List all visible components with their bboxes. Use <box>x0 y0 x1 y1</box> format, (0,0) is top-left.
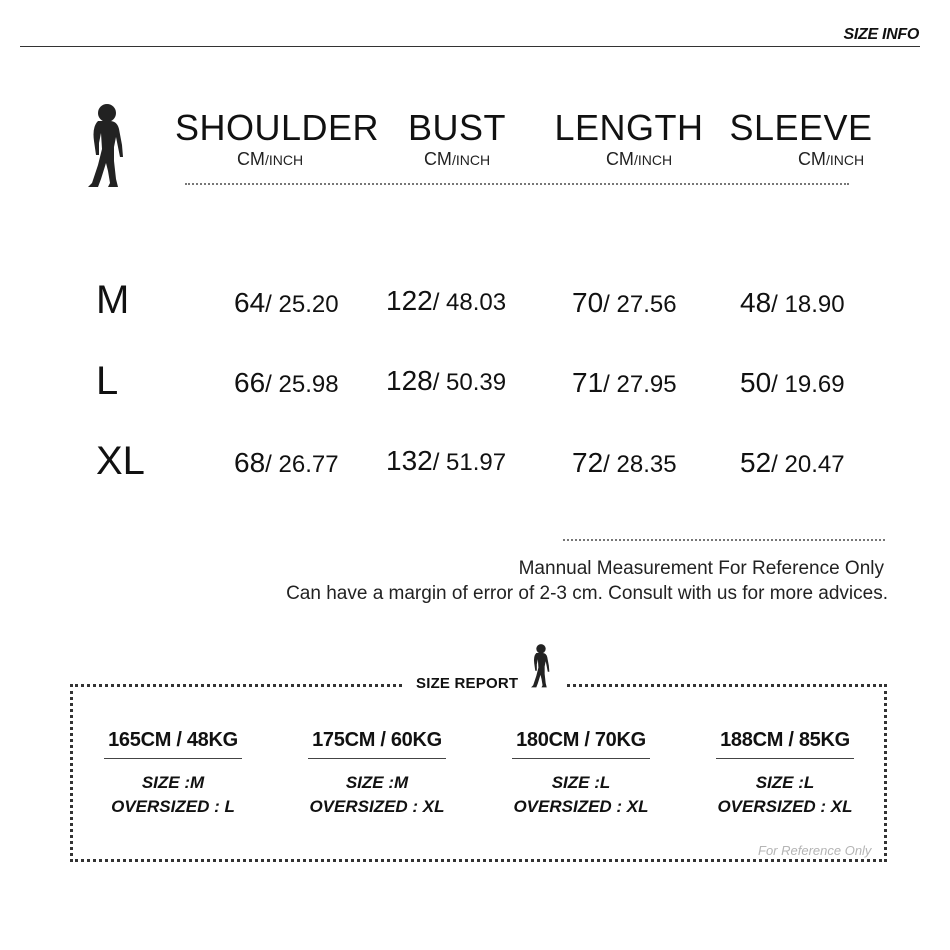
value-inch: / 51.97 <box>432 449 507 476</box>
cell-shoulder-m <box>234 288 339 320</box>
person-silhouette-small-icon <box>529 642 553 690</box>
value-cm: 68 <box>234 447 266 478</box>
size-info-title: SIZE INFO <box>843 26 919 43</box>
value-cm: 48 <box>740 287 772 318</box>
column-header-shoulder <box>175 107 380 171</box>
column-name: SLEEVE <box>729 107 873 148</box>
unit-inch: /INCH <box>264 152 304 168</box>
reference-footnote: For Reference Only <box>758 843 872 858</box>
column-header-length <box>534 108 724 171</box>
oversized-size: OVERSIZED : XL <box>717 797 853 816</box>
unit-cm: CM <box>797 149 826 169</box>
column-unit <box>534 148 724 171</box>
value-inch: / 48.03 <box>432 289 507 316</box>
value-cm: 64 <box>234 287 266 318</box>
report-entry-3 <box>481 728 681 819</box>
column-name: BUST <box>407 107 506 148</box>
oversized-size: OVERSIZED : XL <box>309 797 445 816</box>
note-line-1: Mannual Measurement For Reference Only <box>518 558 884 579</box>
header-dotted-divider <box>185 183 849 185</box>
entry-divider <box>512 758 650 759</box>
oversized-size: OVERSIZED : L <box>111 797 235 816</box>
cell-shoulder-xl <box>234 448 339 480</box>
cell-sleeve-xl <box>740 448 845 480</box>
value-inch: / 28.35 <box>603 451 677 478</box>
unit-inch: /INCH <box>451 152 491 168</box>
column-unit <box>362 148 552 171</box>
column-header-sleeve <box>706 108 896 171</box>
column-name: LENGTH <box>554 107 704 148</box>
note-dotted-divider <box>563 539 885 541</box>
value-cm: 122 <box>386 285 433 316</box>
report-entry-1 <box>73 728 273 819</box>
size-report-title: SIZE REPORT <box>416 675 519 692</box>
cell-bust-l <box>386 366 506 398</box>
top-divider <box>20 46 920 47</box>
recommended-size: SIZE :M <box>345 773 409 792</box>
report-entry-2 <box>277 728 477 819</box>
report-entry-4 <box>685 728 885 819</box>
oversized-size: OVERSIZED : XL <box>513 797 649 816</box>
cell-bust-m <box>386 286 506 318</box>
cell-length-xl <box>572 448 677 480</box>
body-measurement: 188CM / 85KG <box>720 729 850 751</box>
size-label-xl: XL <box>96 439 145 483</box>
cell-sleeve-m <box>740 288 845 320</box>
cell-shoulder-l <box>234 368 339 400</box>
value-cm: 66 <box>234 367 266 398</box>
value-cm: 52 <box>740 447 772 478</box>
value-cm: 70 <box>572 287 604 318</box>
entry-divider <box>716 758 854 759</box>
value-inch: / 50.39 <box>432 369 507 396</box>
value-cm: 72 <box>572 447 604 478</box>
value-inch: / 27.56 <box>603 291 677 318</box>
value-inch: / 25.98 <box>265 371 339 398</box>
body-measurement: 165CM / 48KG <box>108 729 238 751</box>
unit-inch: /INCH <box>633 152 673 168</box>
cell-bust-xl <box>386 446 506 478</box>
value-inch: / 18.90 <box>771 291 845 318</box>
body-measurement: 180CM / 70KG <box>516 729 646 751</box>
value-cm: 128 <box>386 365 433 396</box>
value-inch: / 20.47 <box>771 451 845 478</box>
unit-cm: CM <box>236 149 265 169</box>
note-line-2: Can have a margin of error of 2-3 cm. Consult with us for more advices. <box>286 583 888 604</box>
recommended-size: SIZE :L <box>551 773 611 792</box>
column-header-bust <box>362 108 552 171</box>
recommended-size: SIZE :M <box>141 773 205 792</box>
value-inch: / 26.77 <box>265 451 339 478</box>
value-inch: / 27.95 <box>603 371 677 398</box>
body-measurement: 175CM / 60KG <box>312 729 442 751</box>
value-cm: 132 <box>386 445 433 476</box>
size-label-m: M <box>96 278 130 322</box>
column-unit <box>175 148 365 171</box>
value-cm: 50 <box>740 367 772 398</box>
value-inch: / 25.20 <box>265 291 339 318</box>
entry-divider <box>104 758 242 759</box>
cell-sleeve-l <box>740 368 845 400</box>
column-unit <box>706 148 896 171</box>
person-silhouette-icon <box>84 103 130 189</box>
value-cm: 71 <box>572 367 604 398</box>
unit-cm: CM <box>605 149 634 169</box>
size-label-l: L <box>96 359 119 403</box>
cell-length-l <box>572 368 677 400</box>
recommended-size: SIZE :L <box>755 773 815 792</box>
cell-length-m <box>572 288 677 320</box>
entry-divider <box>308 758 446 759</box>
value-inch: / 19.69 <box>771 371 845 398</box>
unit-cm: CM <box>423 149 452 169</box>
unit-inch: /INCH <box>825 152 865 168</box>
column-name: SHOULDER <box>175 107 380 148</box>
